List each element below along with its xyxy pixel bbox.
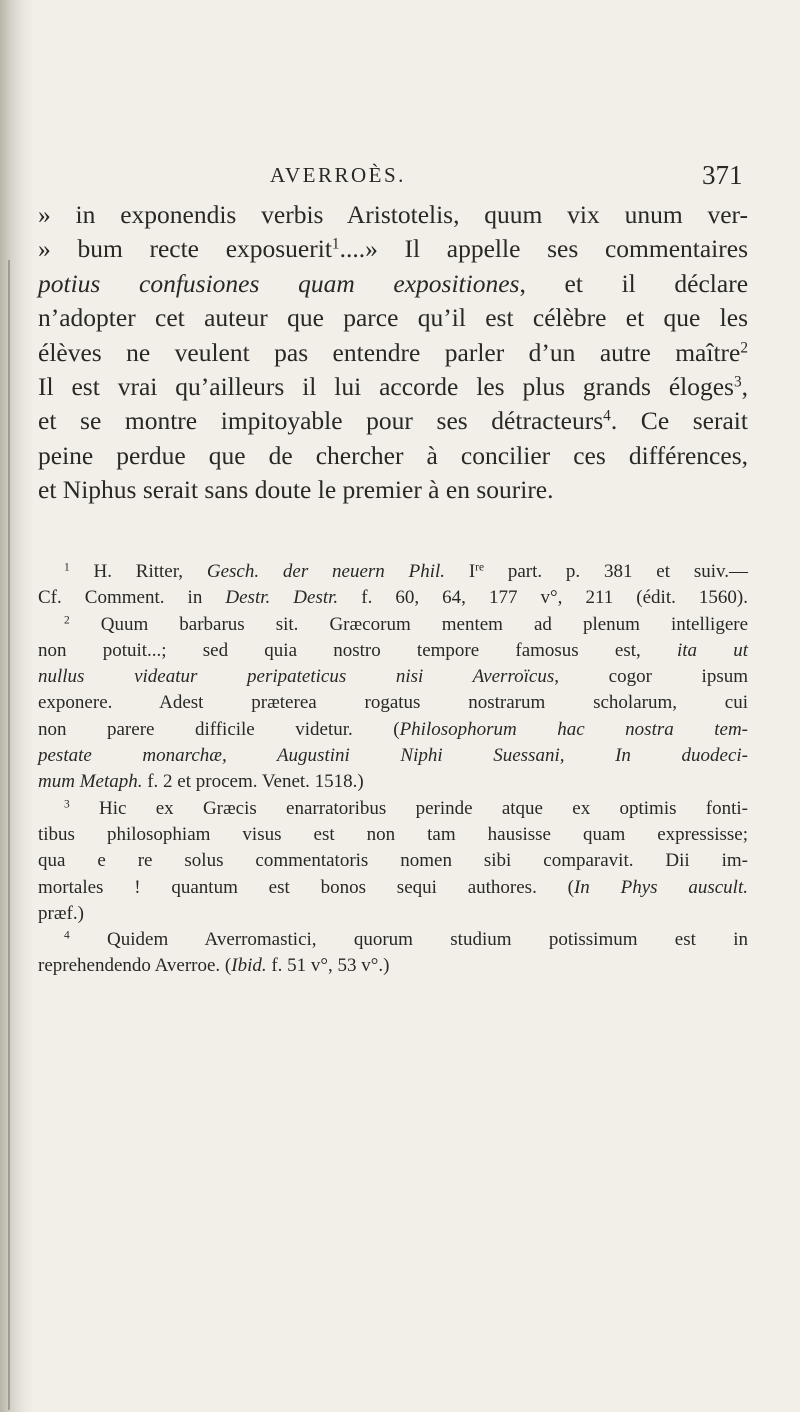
page-number: 371 xyxy=(702,160,743,190)
text-line: » bum recte exposuerit$^1$....» Il appelle ses commentaires xyxy=(38,234,748,264)
footnote-line: reprehendendo Averroe. (Ibid. f. 51 v°, 53 v°.) xyxy=(38,955,390,977)
footnote-ref: 2 xyxy=(740,339,748,357)
text-line: peine perdue que de chercher à concilier ces différences, xyxy=(38,440,748,470)
footnote-line: exponere. Adest præterea rogatus nostrarum scholarum, cui xyxy=(38,692,748,714)
footnote-line: qua e re solus commentatoris nomen sibi comparavit. Dii im- xyxy=(38,850,748,872)
text-line: Il est vrai qu’ailleurs il lui accorde les plus grands éloges$^3$, xyxy=(38,371,748,401)
text-line: et se montre impitoyable pour ses détracteurs$^4$. Ce serait xyxy=(38,406,748,436)
footnote-line: præf.) xyxy=(38,902,84,924)
footnote-line: non parere difficile videtur. (Philosophorum hac nostra tem- xyxy=(38,718,748,740)
footnote-line: mortales ! quantum est bonos sequi authores. (In Phys auscult. xyxy=(38,876,748,898)
binding-edge xyxy=(8,260,10,1410)
text-line: potius confusiones quam expositiones, et il déclare xyxy=(38,268,749,298)
footnote-4: $^4$ Quidem Averromastici, quorum studium potissimum est in xyxy=(64,929,749,951)
footnote-line: Cf. Comment. in Destr. Destr. f. 60, 64, 177 v°, 211 (édit. 1560). xyxy=(38,587,748,609)
running-head: AVERROÈS. xyxy=(270,163,406,187)
main-text xyxy=(38,198,748,508)
footnote-ref: 3 xyxy=(733,373,742,391)
footnote-line: non potuit...; sed quia nostro tempore famosus est, ita ut xyxy=(38,639,748,661)
text-line: » in exponendis verbis Aristotelis, quum vix unum ver- xyxy=(38,200,748,229)
italic-phrase: potius confusiones quam expositiones xyxy=(38,268,520,298)
text-line: n’adopter cet auteur que parce qu’il est célèbre et que les xyxy=(38,303,748,333)
text-line: et Niphus serait sans doute le premier à en sourire. xyxy=(38,475,554,505)
footnote-3: $^3$ Hic ex Græcis enarratoribus perinde atque ex optimis fonti- xyxy=(64,797,749,819)
footnote-line: tibus philosophiam visus est non tam hausisse quam expressisse; xyxy=(38,823,748,845)
text-line: élèves ne veulent pas entendre parler d’un autre maître$^2$ xyxy=(38,337,748,367)
footnote-1: $^1$ H. Ritter, Gesch. der neuern Phil. Ire part. p. 381 et suiv.— xyxy=(64,561,749,582)
footnote-2: $^2$ Quum barbarus sit. Græcorum mentem ad plenum intelligere xyxy=(64,613,749,635)
footnotes xyxy=(38,559,748,980)
footnote-ref: 4 xyxy=(603,407,611,425)
footnote-line: pestate monarchæ, Augustini Niphi Suessani, In duodeci- xyxy=(38,745,748,767)
footnote-ref: 1 xyxy=(331,235,340,253)
page-spine-shadow xyxy=(0,0,34,1412)
footnote-line: mum Metaph. f. 2 et procem. Venet. 1518.) xyxy=(38,771,364,793)
footnote-line: nullus videatur peripateticus nisi Averroïcus, cogor ipsum xyxy=(38,666,748,688)
